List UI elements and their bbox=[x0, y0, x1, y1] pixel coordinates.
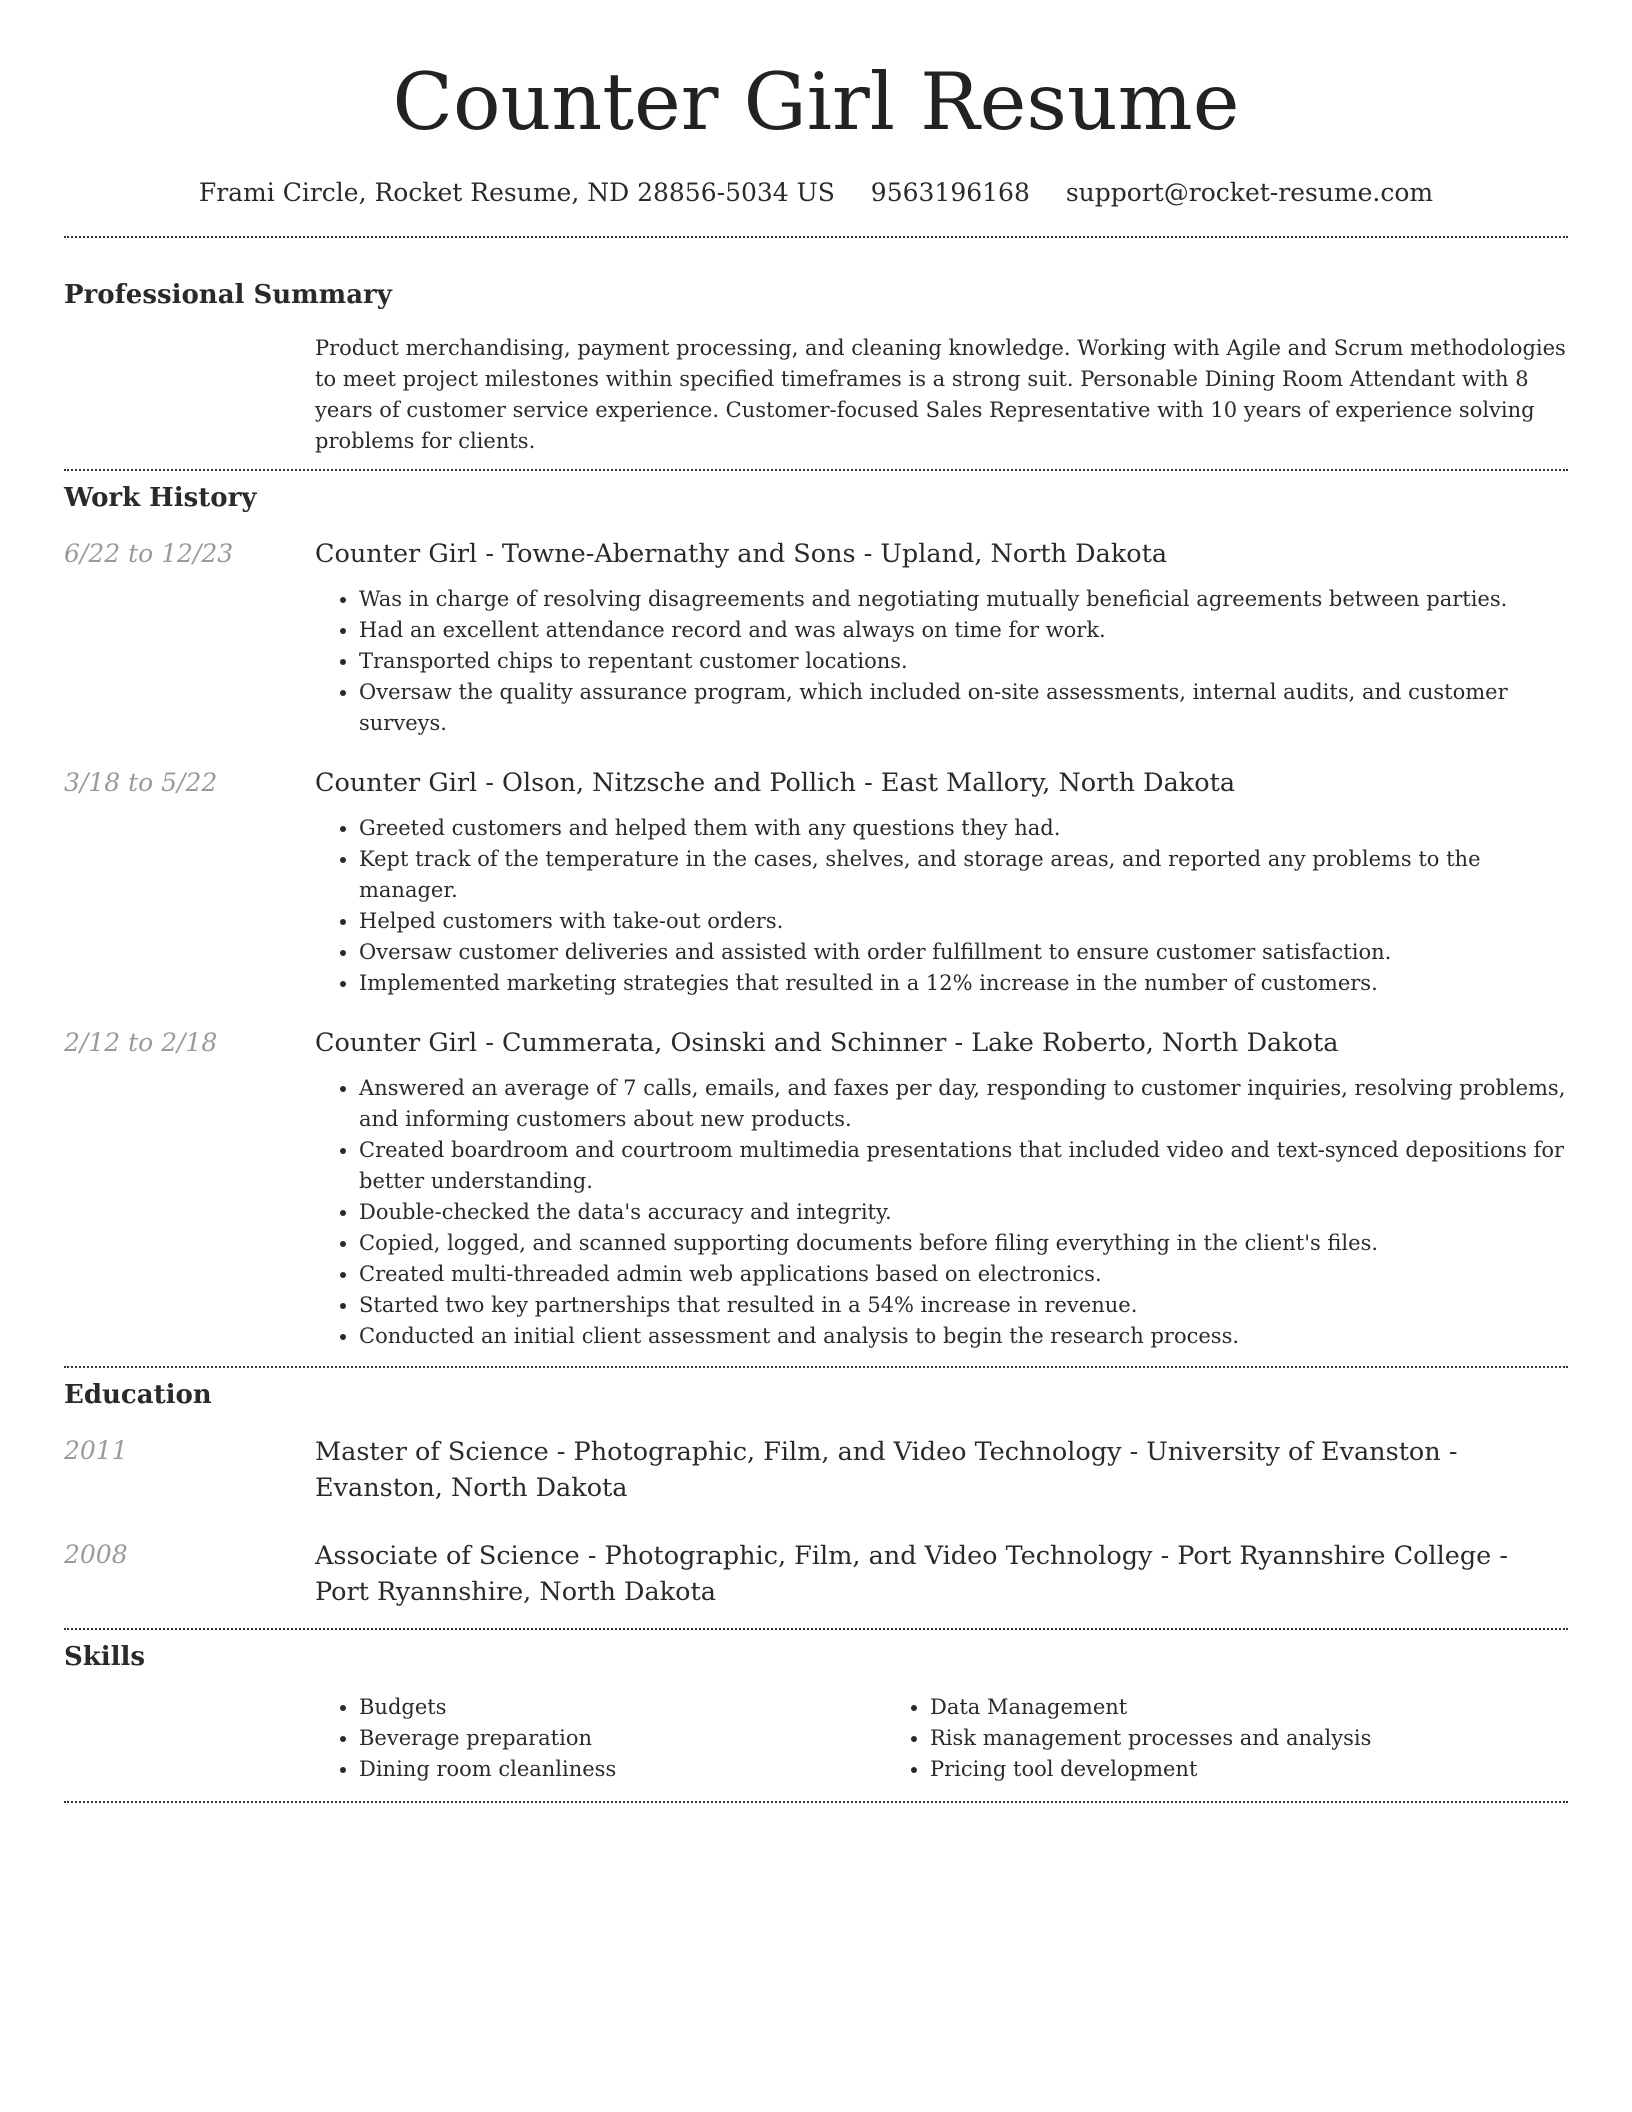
list-item: • Helped customers with take-out orders. bbox=[359, 906, 1568, 937]
list-item: • Double-checked the data's accuracy and integrity. bbox=[359, 1197, 1568, 1228]
skills-heading: Skills bbox=[64, 1642, 146, 1672]
job-bullets bbox=[315, 813, 1568, 999]
job-entry bbox=[64, 766, 1568, 999]
list-item: • Oversaw customer deliveries and assisted with order fulfillment to ensure customer satisfaction. bbox=[359, 937, 1568, 968]
job-dates: 3/18 to 5/22 bbox=[64, 768, 218, 797]
list-item: • Transported chips to repentant customer locations. bbox=[359, 646, 1568, 677]
summary-heading: Professional Summary bbox=[64, 280, 392, 310]
education-entry bbox=[64, 1434, 1568, 1506]
education-year: 2011 bbox=[64, 1436, 128, 1465]
list-item: • Was in charge of resolving disagreements and negotiating mutually beneficial agreements between parties. bbox=[359, 584, 1568, 615]
education-title: Associate of Science - Photographic, Film, and Video Technology - Port Ryannshire College - Port Ryannshire, North Dakota bbox=[315, 1541, 1508, 1607]
job-title: Counter Girl - Cummerata, Osinski and Schinner - Lake Roberto, North Dakota bbox=[315, 1028, 1339, 1058]
job-dates: 2/12 to 2/18 bbox=[64, 1028, 218, 1057]
skill-item: • Pricing tool development bbox=[930, 1754, 1457, 1785]
list-item: • Greeted customers and helped them with any questions they had. bbox=[359, 813, 1568, 844]
skills-section bbox=[64, 1630, 1568, 1785]
education-title: Master of Science - Photographic, Film, and Video Technology - University of Evanston - Evanston, North Dakota bbox=[315, 1437, 1458, 1503]
job-dates: 6/22 to 12/23 bbox=[64, 539, 234, 568]
education-entry bbox=[64, 1538, 1568, 1610]
job-title: Counter Girl - Towne-Abernathy and Sons - Upland, North Dakota bbox=[315, 539, 1168, 569]
job-title: Counter Girl - Olson, Nitzsche and Pollich - East Mallory, North Dakota bbox=[315, 768, 1236, 798]
resume-header bbox=[64, 0, 1568, 210]
job-entry bbox=[64, 1026, 1568, 1352]
list-item: • Had an excellent attendance record and was always on time for work. bbox=[359, 615, 1568, 646]
list-item: • Kept track of the temperature in the cases, shelves, and storage areas, and reported any problems to the manager. bbox=[359, 844, 1568, 906]
list-item: • Conducted an initial client assessment and analysis to begin the research process. bbox=[359, 1321, 1568, 1352]
skills-columns bbox=[315, 1692, 1568, 1785]
contact-address: Frami Circle, Rocket Resume, ND 28856-5034 US bbox=[198, 178, 835, 207]
skill-item: • Beverage preparation bbox=[359, 1723, 886, 1754]
contact-email: support@rocket-resume.com bbox=[1065, 178, 1434, 207]
list-item: • Copied, logged, and scanned supporting documents before filing everything in the client's files. bbox=[359, 1228, 1568, 1259]
skills-spacer bbox=[64, 1692, 315, 1785]
summary-spacer bbox=[64, 333, 315, 457]
skill-item: • Dining room cleanliness bbox=[359, 1754, 886, 1785]
job-entry bbox=[64, 537, 1568, 739]
education-heading: Education bbox=[64, 1380, 212, 1410]
education-year: 2008 bbox=[64, 1540, 128, 1569]
summary-text: Product merchandising, payment processing, and cleaning knowledge. Working with Agile and Scrum methodologies to meet project milestones within specified timeframes is a strong suit. Personable Dining Room Attendant with 8 years of customer service experience. Customer-focused Sales Representative with 10 years of experience solving problems for clients. bbox=[315, 336, 1566, 453]
contact-line bbox=[64, 176, 1568, 210]
skill-item: • Data Management bbox=[930, 1692, 1457, 1723]
section-divider bbox=[64, 1801, 1568, 1803]
list-item: • Started two key partnerships that resulted in a 54% increase in revenue. bbox=[359, 1290, 1568, 1321]
list-item: • Oversaw the quality assurance program, which included on-site assessments, internal audits, and customer surveys. bbox=[359, 677, 1568, 739]
skills-list-left bbox=[315, 1692, 886, 1785]
work-history-section bbox=[64, 471, 1568, 1352]
job-bullets bbox=[315, 584, 1568, 739]
list-item: • Implemented marketing strategies that resulted in a 12% increase in the number of customers. bbox=[359, 968, 1568, 999]
summary-section bbox=[64, 238, 1568, 457]
resume-title: Counter Girl Resume bbox=[392, 56, 1240, 148]
list-item: • Created boardroom and courtroom multimedia presentations that included video and text-synced depositions for better understanding. bbox=[359, 1135, 1568, 1197]
education-section bbox=[64, 1368, 1568, 1610]
list-item: • Created multi-threaded admin web applications based on electronics. bbox=[359, 1259, 1568, 1290]
work-history-heading: Work History bbox=[64, 483, 257, 513]
job-bullets bbox=[315, 1073, 1568, 1352]
contact-phone: 9563196168 bbox=[870, 178, 1030, 207]
skills-list-right bbox=[886, 1692, 1457, 1785]
skill-item: • Budgets bbox=[359, 1692, 886, 1723]
list-item: • Answered an average of 7 calls, emails, and faxes per day, responding to customer inquiries, resolving problems, and informing customers about new products. bbox=[359, 1073, 1568, 1135]
skill-item: • Risk management processes and analysis bbox=[930, 1723, 1457, 1754]
